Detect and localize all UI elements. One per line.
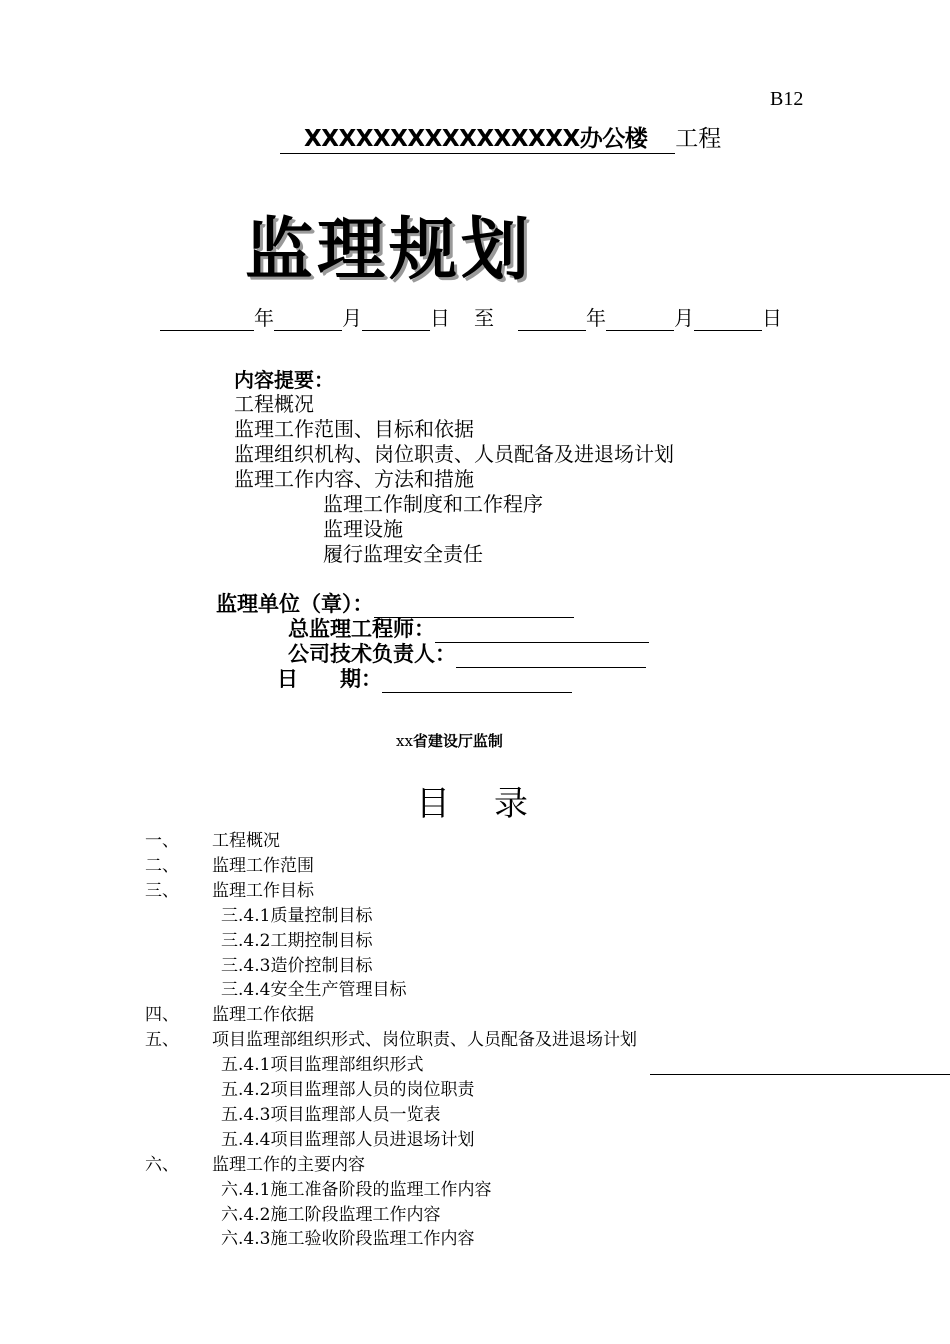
toc-sub-entry[interactable]: 五.4.4项目监理部人员进退场计划 [221, 1129, 475, 1150]
signature-date-blank [382, 670, 572, 693]
start-year-blank [160, 308, 254, 331]
end-day-label: 日 [762, 306, 782, 330]
signature-chief-engineer-label: 总监理工程师： [288, 617, 435, 641]
toc-entry-number: 二、 [145, 855, 179, 876]
end-year-label: 年 [586, 306, 606, 330]
toc-entry[interactable] [145, 876, 314, 901]
toc-entry-text: 监理工作范围 [212, 855, 314, 876]
start-year-label: 年 [254, 306, 274, 330]
date-to-label: 至 [474, 306, 494, 330]
toc-entry[interactable] [145, 826, 280, 851]
end-year-blank [518, 308, 586, 331]
toc-entry-text: 工程概况 [212, 831, 280, 851]
toc-entry[interactable] [145, 851, 314, 876]
signature-tech-lead-label: 公司技术负责人： [288, 642, 456, 666]
summary-sub-item: 履行监理安全责任 [323, 542, 483, 566]
toc-entry[interactable] [145, 1025, 637, 1050]
toc-title: 目录 [416, 784, 572, 824]
issuer-line [396, 730, 503, 751]
toc-entry-number: 三、 [145, 880, 179, 901]
toc-sub-entry[interactable]: 五.4.3项目监理部人员一览表 [221, 1104, 441, 1125]
document-code: B12 [770, 88, 804, 110]
toc-sub-entry[interactable]: 五.4.1项目监理部组织形式 [221, 1055, 424, 1076]
toc-sub-entry[interactable]: 三.4.4安全生产管理目标 [221, 980, 407, 1001]
start-month-blank [274, 308, 342, 331]
summary-sub-item: 监理设施 [323, 517, 403, 541]
date-range-row [160, 302, 782, 331]
toc-sub-entry[interactable]: 六.4.1施工准备阶段的监理工作内容 [221, 1179, 492, 1200]
toc-entry-number: 一、 [145, 831, 179, 851]
project-suffix: 工程 [675, 126, 722, 152]
signature-date [277, 663, 572, 693]
toc-entry[interactable] [145, 1150, 365, 1175]
toc-sub-entry[interactable]: 五.4.2项目监理部人员的岗位职责 [221, 1080, 475, 1100]
toc-sub-entry[interactable]: 三.4.2工期控制目标 [221, 930, 373, 951]
toc-entry-text: 监理工作依据 [212, 1005, 314, 1026]
issuer-prefix: xx [396, 732, 413, 750]
start-day-blank [362, 308, 430, 331]
summary-item: 工程概况 [234, 392, 314, 416]
project-name: XXXXXXXXXXXXXXXX办公楼 [280, 120, 675, 154]
toc-entry-number: 四、 [145, 1005, 179, 1026]
summary-item: 监理组织机构、岗位职责、人员配备及进退场计划 [234, 442, 674, 466]
toc-entry-text: 监理工作的主要内容 [212, 1154, 365, 1175]
start-day-label: 日 [430, 306, 450, 330]
toc-sub-entry[interactable]: 三.4.3造价控制目标 [221, 955, 373, 976]
toc-entry[interactable] [145, 1000, 314, 1025]
issuer-text: 省建设厅监制 [412, 732, 503, 750]
summary-item: 监理工作范围、目标和依据 [234, 417, 474, 441]
divider-line [650, 1074, 950, 1075]
end-month-blank [606, 308, 674, 331]
signature-unit-label: 监理单位（章）： [216, 592, 374, 616]
summary-heading: 内容提要： [234, 368, 334, 392]
start-month-label: 月 [342, 306, 362, 330]
page-title: 监理规划 [245, 211, 534, 290]
toc-entry-text: 监理工作目标 [212, 880, 314, 901]
summary-sub-item: 监理工作制度和工作程序 [323, 492, 543, 516]
toc-entry-text: 项目监理部组织形式、岗位职责、人员配备及进退场计划 [212, 1030, 637, 1051]
signature-date-label: 日 期： [277, 667, 382, 691]
toc-sub-entry[interactable]: 三.4.1质量控制目标 [221, 905, 373, 926]
toc-sub-entry[interactable]: 六.4.3施工验收阶段监理工作内容 [221, 1229, 475, 1250]
toc-sub-entry[interactable]: 六.4.2施工阶段监理工作内容 [221, 1204, 441, 1225]
end-day-blank [694, 308, 762, 331]
project-name-line [280, 120, 721, 154]
toc-entry-number: 五、 [145, 1030, 179, 1051]
end-month-label: 月 [674, 306, 694, 330]
summary-item: 监理工作内容、方法和措施 [234, 467, 474, 491]
toc-entry-number: 六、 [145, 1154, 179, 1175]
